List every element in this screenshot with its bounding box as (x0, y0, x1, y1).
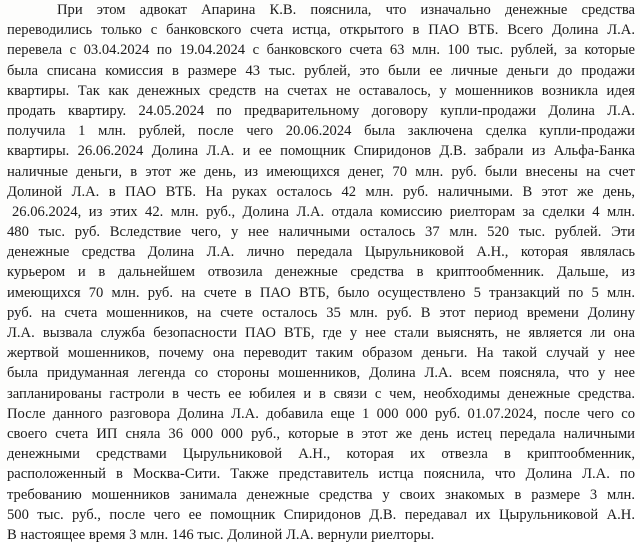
text-line: При этом адвокат Апарина К.В. пояснила, что изначально денежные средства (57, 2, 635, 18)
text-line: была придуманная легенда со стороны мошенников, Долина Л.А. всем поясняла, что у нее (7, 365, 635, 382)
text-line: получила 1 млн. рублей, после чего 20.06.2024 была заключена сделка купли-продажи (7, 123, 635, 140)
text-line: Долиной Л.А. в ПАО ВТБ. На руках осталось 42 млн. руб. наличными. В этот же день, (7, 183, 635, 200)
text-line: руб. на счета мошенников, на счете осталось 35 млн. руб. В этот период времени Долину (7, 304, 635, 321)
document-text (7, 0, 635, 545)
text-line: денежные средства Долина Л.А. лично передала Цырульниковой А.Н., которая являлась (7, 244, 635, 261)
text-line: 500 тыс. руб., после чего ее помощник Спиридонов Д.В. передавал их Цырульниковой А.Н. (7, 506, 635, 523)
text-line: В настоящее время 3 млн. 146 тыс. Долиной Л.А. вернули риелторы. (7, 526, 435, 543)
text-line: 26.06.2024, из этих 42. млн. руб., Долина Л.А. отдала комиссию риелторам за сделки 4 млн. (12, 203, 635, 220)
text-line: жертвой мошенников, почему она переводит таким образом деньги. На такой случай у нее (7, 345, 635, 362)
text-line: квартиры. 26.06.2024 Долина Л.А. и ее помощник Спиридонов Д.В. забрали из Альфа-Банка (7, 143, 635, 160)
text-line: После данного разговора Долина Л.А. добавила еще 1 000 000 руб. 01.07.2024, после чего со (7, 405, 635, 422)
text-line: квартиры. Так как денежных средств на счетах не оставалось, у мошенников возникла идея (7, 82, 635, 99)
text-line: перевела с 03.04.2024 по 19.04.2024 с банковского счета 63 млн. 100 тыс. рублей, за которые (7, 42, 635, 59)
text-line: требованию мошенников занимала денежные средства у своих знакомых в размере 3 млн. (7, 486, 635, 503)
text-line: курьером и в дальнейшем отвозила денежные средства в криптообменник. Дальше, из (7, 264, 635, 281)
text-line: Л.А. вызвала служба безопасности ПАО ВТБ, где у нее стали выяснять, не является ли она (7, 325, 635, 341)
text-line: переводились только с банковского счета истца, открытого в ПАО ВТБ. Всего Долина Л.А. (7, 22, 635, 39)
text-line: наличные деньги, в этот же день, из имеющихся денег, 70 млн. руб. были внесены на счет (7, 163, 635, 180)
text-line: 480 тыс. руб. Вследствие чего, у нее наличными осталось 37 млн. 520 тыс. рублей. Эти (7, 224, 635, 241)
text-line: продать квартиру. 24.05.2024 по предварительному договору купли-продажи Долина Л.А. (7, 102, 635, 119)
text-line: расположенный в Москва-Сити. Также представитель истца пояснила, что Долина Л.А. по (7, 466, 635, 483)
text-line: своего счета ИП сняла 36 000 000 руб., которые в этот же день истец передала наличными (7, 425, 635, 442)
text-line: денежными средствами Цырульниковой А.Н., которая их отвезла в криптообменник, (7, 446, 635, 463)
text-line: имеющихся 70 млн. руб. на счете в ПАО ВТБ, было осуществлено 5 транзакций по 5 млн. (7, 284, 635, 301)
text-line: запланированы гастроли в честь ее юбилея и в связи с чем, необходимы денежные средства. (7, 385, 635, 402)
text-line: была списана комиссия в размере 43 тыс. рублей, это были ее личные деньги до продажи (7, 62, 635, 79)
